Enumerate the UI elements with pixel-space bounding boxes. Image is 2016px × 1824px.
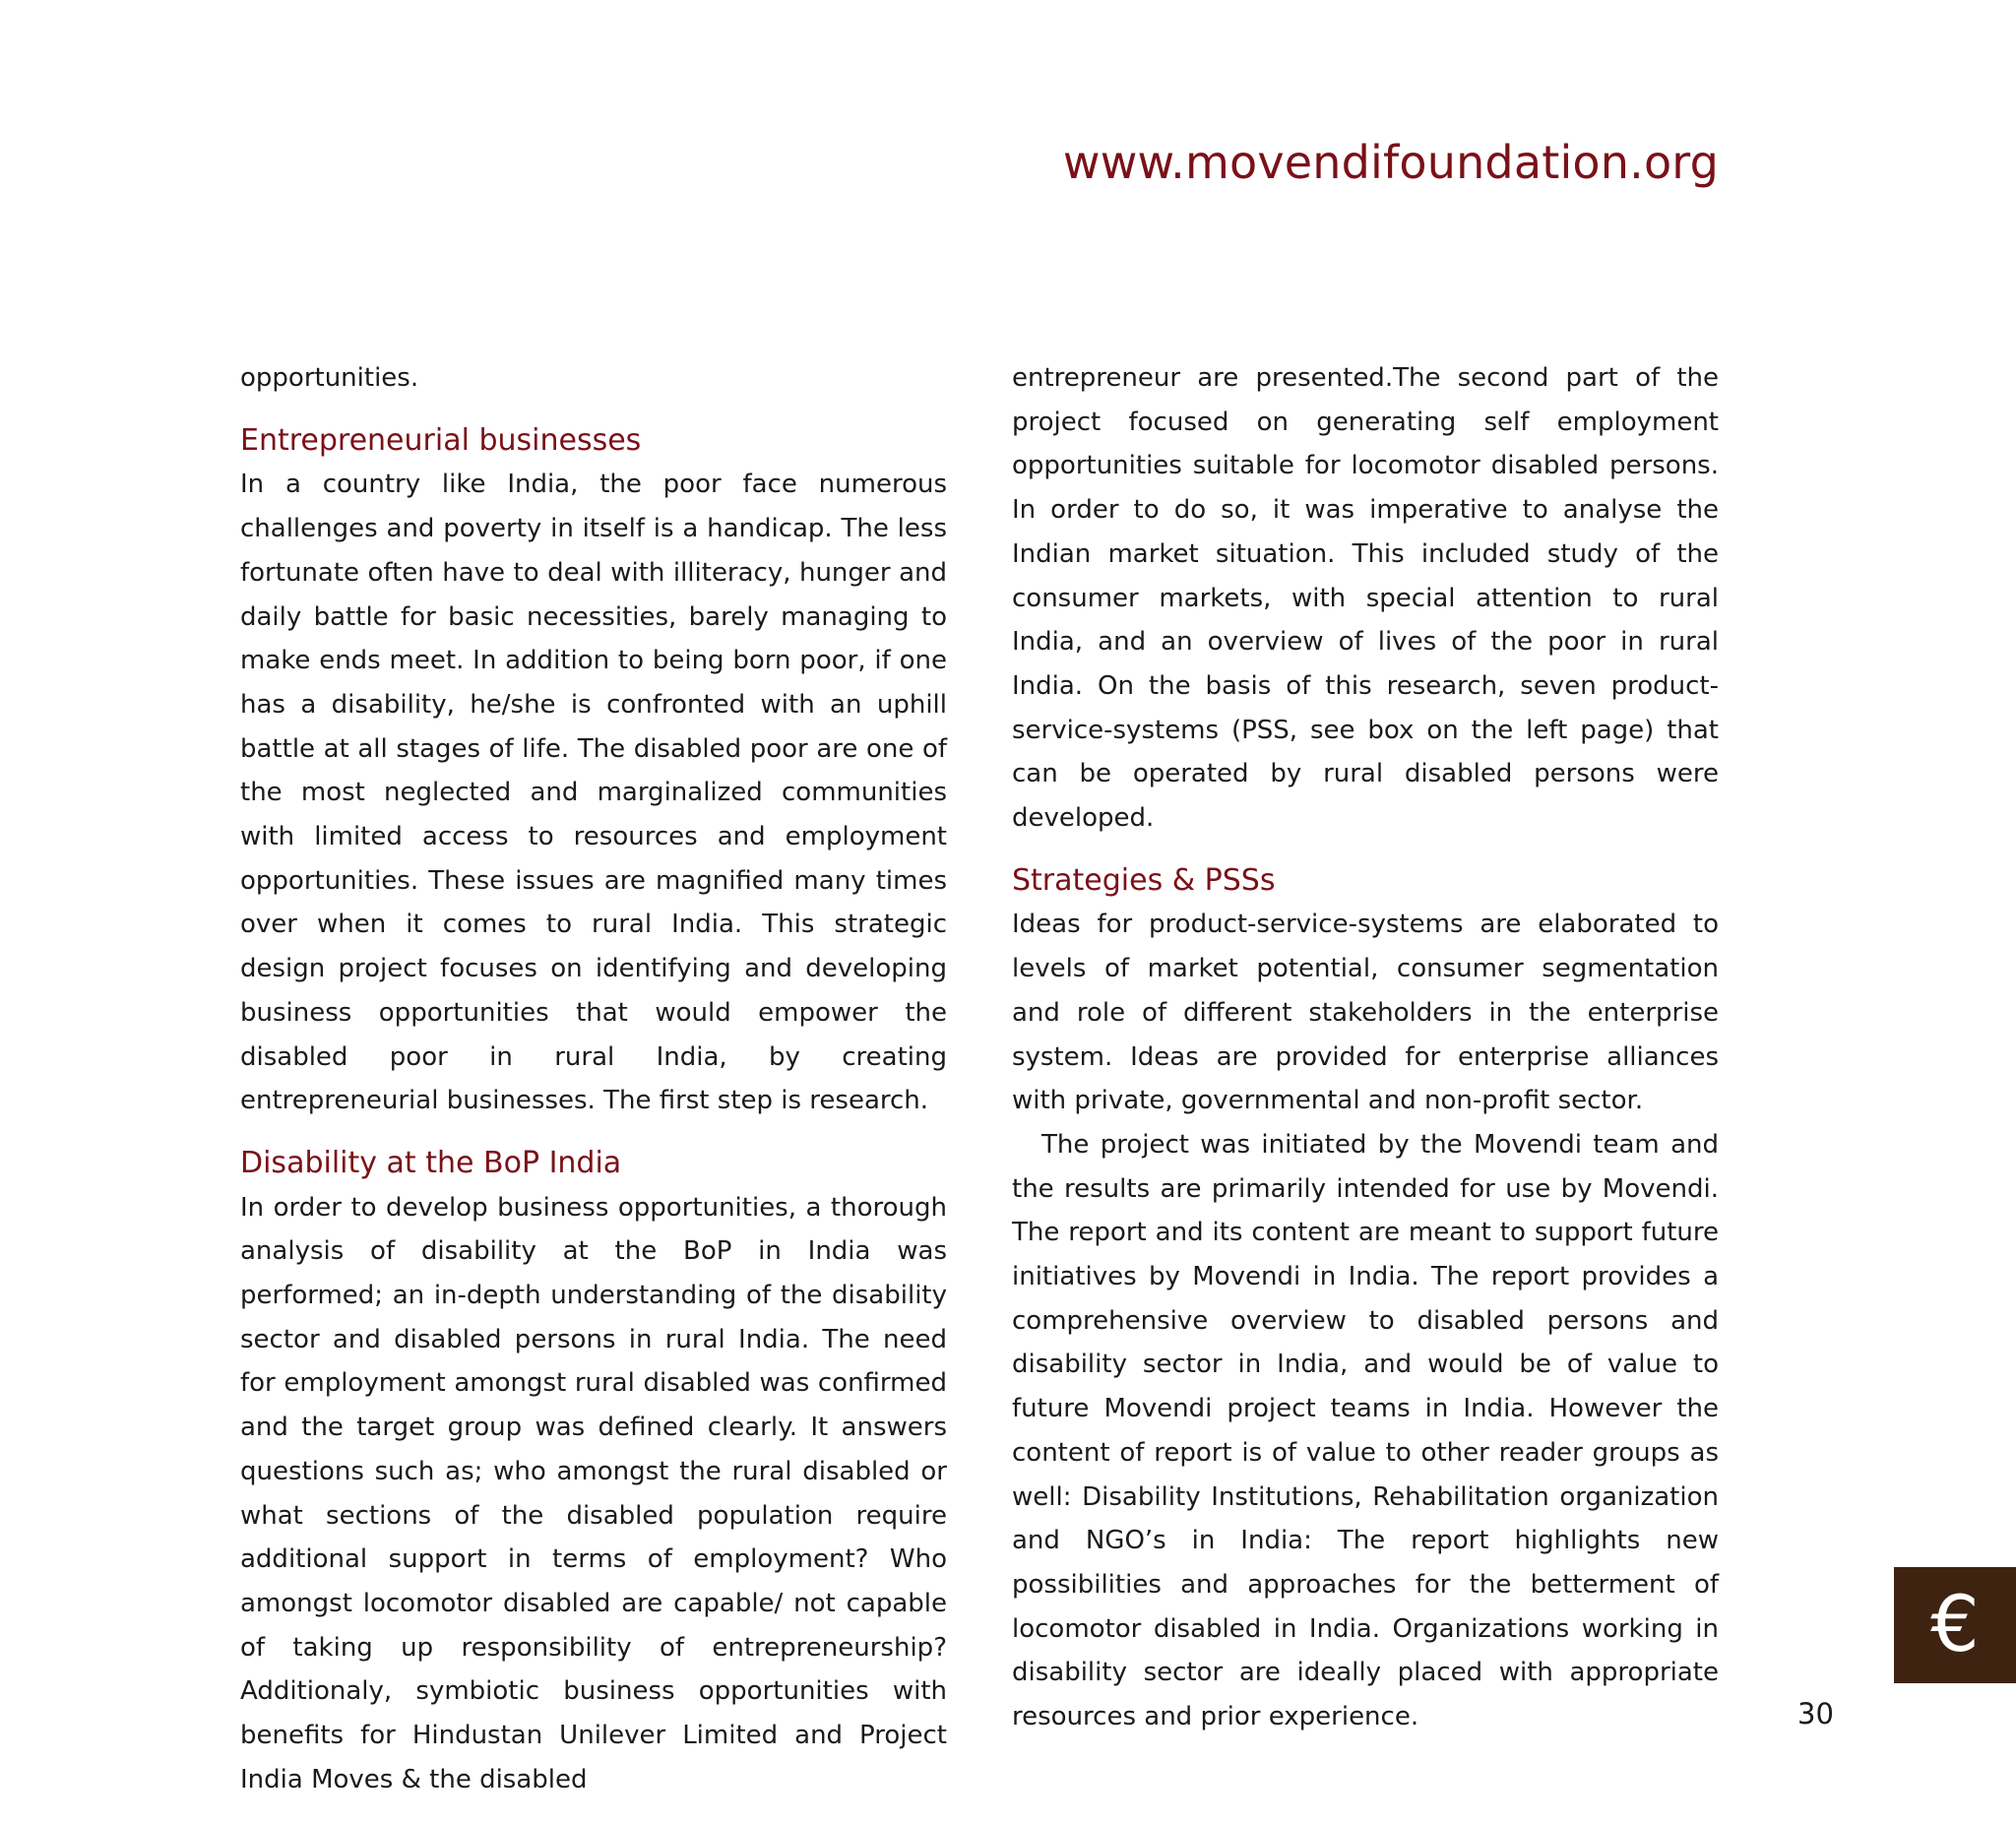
heading-disability-bop-india: Disability at the BoP India [240,1145,622,1180]
right-column [1012,356,1719,1739]
paragraph-disability-bop-india: In order to develop business opportunities, a thorough analysis of disability at the BoP in India was performed; an in-depth understanding of the disability sector and disabled persons in rural India. The need for employment amongst rural disabled was confirmed and the target group was defined clearly. It answers questions such as; who amongst the rural disabled or what sections of the disabled population require additional support in terms of employment? Who amongst locomotor disabled are capable/ not capable of taking up responsibility of entrepreneurship? Additionaly, symbiotic business opportunities with benefits for Hindustan Unilever Limited and Project India Moves & the disabled [240,1192,947,1794]
heading-strategies-psss: Strategies & PSSs [1012,862,1276,898]
heading-entrepreneurial-businesses: Entrepreneurial businesses [240,422,642,458]
paragraph-strategies-1: Ideas for product-service-systems are elaborated to levels of market potential, consumer segmentation and role of different stakeholders in the enterprise system. Ideas are provided for enterprise alliances with private, governmental and non-profit sector. [1012,910,1719,1116]
paragraph-entrepreneurial-businesses: In a country like India, the poor face numerous challenges and poverty in itself is a handicap. The less fortunate often have to deal with illiteracy, hunger and daily battle for basic necessities, barely managing to make ends meet. In addition to being born poor, if one has a disability, he/she is confronted with an uphill battle at all stages of life. The disabled poor are one of the most neglected and marginalized communities with limited access to resources and employment opportunities. These issues are magnified many times over when it comes to rural India. This strategic design project focuses on identifying and developing business opportunities that would empower the disabled poor in rural India, by creating entrepreneurial businesses. The first step is research. [240,470,947,1116]
continued-text: opportunities. [240,363,419,393]
euro-icon: € [1894,1567,2016,1683]
continued-paragraph: entrepreneur are presented.The second part of the project focused on generating self employment opportunities suitable for locomotor disabled persons. In order to do so, it was imperative to analyse the Indian market situation. This included study of the consumer markets, with special attention to rural India, and an overview of lives of the poor in rural India. On the basis of this research, seven product-service-systems (PSS, see box on the left page) that can be operated by rural disabled persons were developed. [1012,363,1719,834]
left-column [240,356,947,1802]
paragraph-strategies-2: The project was initiated by the Movendi team and the results are primarily intended for use by Movendi. The report and its content are meant to support future initiatives by Movendi in India. The report provides a comprehensive overview to disabled persons and disability sector in India, and would be of value to future Movendi project teams in India. However the content of report is of value to other reader groups as well: Disability Institutions, Rehabilitation organization and NGO’s in India: The report highlights new possibilities and approaches for the betterment of locomotor disabled in India. Organizations working in disability sector are ideally placed with appropriate resources and prior experience. [1012,1129,1719,1732]
page-number: 30 [1797,1697,1834,1730]
website-url: www.movendifoundation.org [1062,136,1719,189]
